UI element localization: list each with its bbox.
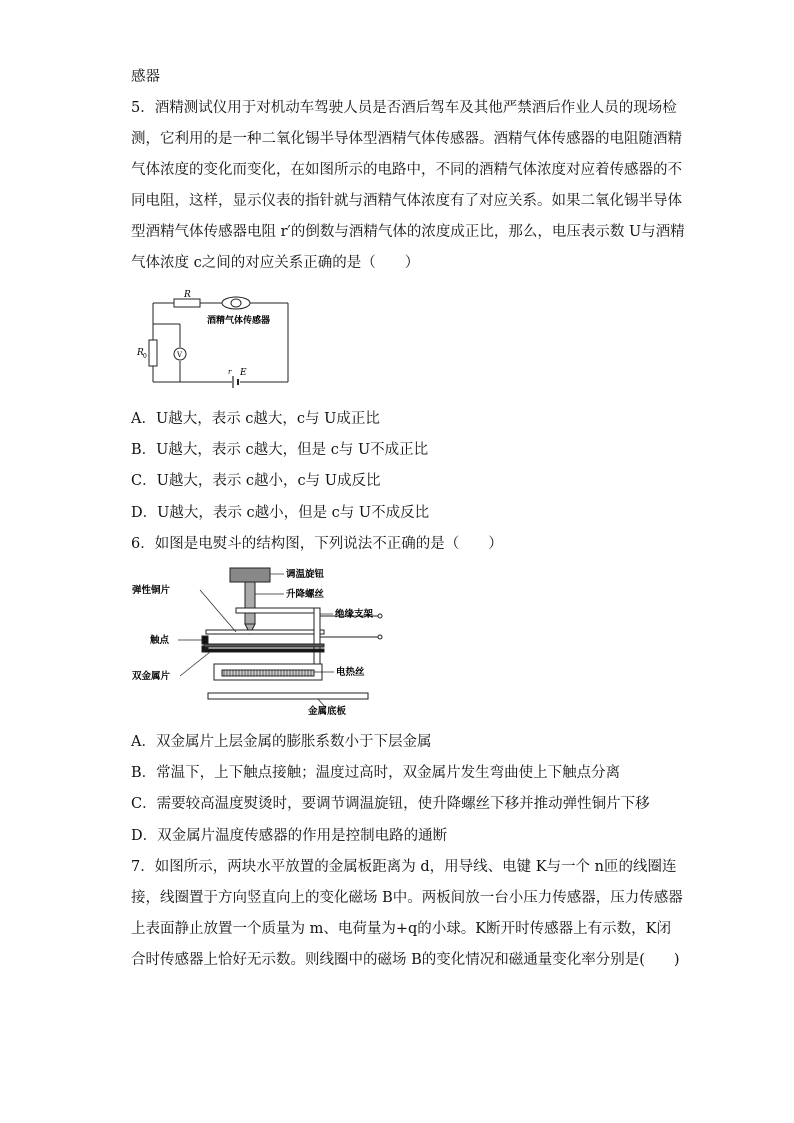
question-7-text: 7．如图所示，两块水平放置的金属板距离为 d，用导线、电键 K与一个 n匝的线圈连 [131, 859, 677, 875]
q6-option-b: B．常温下，上下触点接触；温度过高时，双金属片发生弯曲使上下触点分离 [131, 765, 621, 781]
text-line: 测，它利用的是一种二氧化锡半导体型酒精气体传感器。酒精气体传感器的电阻随酒精 [131, 131, 682, 147]
copper-sheet-label: 弹性铜片 [132, 585, 171, 596]
q6-option-c: C．需要较高温度熨烫时，要调节调温旋钮，使升降螺丝下移并推动弹性铜片下移 [131, 796, 650, 812]
resistor-r-label: R [184, 290, 191, 300]
screw-label: 升降螺丝 [286, 589, 325, 600]
voltmeter-label: V [177, 351, 183, 359]
q6-option-d: D．双金属片温度传感器的作用是控制电路的通断 [131, 828, 448, 844]
knob-label: 调温旋钮 [286, 569, 325, 580]
text-line: 气体浓度 c之间的对应关系正确的是（ ） [131, 255, 420, 271]
resistor-r0-label: R [137, 348, 144, 358]
sensor-label: 酒精气体传感器 [207, 316, 271, 326]
q5-option-a: A．U越大，表示 c越大，c与 U成正比 [131, 411, 380, 427]
text-line: 气体浓度的变化而变化，在如图所示的电路中，不同的酒精气体浓度对应着传感器的不 [131, 162, 682, 178]
internal-resistance-label: r [228, 368, 232, 376]
q5-option-d: D．U越大，表示 c越小，但是 c与 U不成反比 [131, 505, 430, 521]
q5-option-b: B．U越大，表示 c越大，但是 c与 U不成正比 [131, 442, 429, 458]
text-line: 接，线圈置于方向竖直向上的变化磁场 B中。两板间放一台小压力传感器，压力传感器 [131, 890, 683, 906]
text-line: 上表面静止放置一个质量为 m、电荷量为+q的小球。K断开时传感器上有示数，K闭 [131, 921, 671, 937]
text-line: 同电阻，这样，显示仪表的指针就与酒精气体浓度有了对应关系。如果二氧化锡半导体 [131, 193, 682, 209]
emf-label: E [240, 368, 247, 378]
circuit-diagram [136, 288, 296, 388]
bimetal-label: 双金属片 [132, 671, 171, 682]
text-line: 合时传感器上恰好无示数。则线圈中的磁场 B的变化情况和磁通量变化率分别是( ) [131, 952, 680, 968]
question-6-text: 6．如图是电熨斗的结构图，下列说法不正确的是（ ） [131, 536, 503, 552]
text-line: 感器 [131, 69, 160, 85]
resistor-r0-subscript: 0 [143, 353, 147, 360]
question-5-text: 5．酒精测试仪用于对机动车驾驶人员是否酒后驾车及其他严禁酒后作业人员的现场检 [131, 100, 677, 116]
base-plate-label: 金属底板 [308, 706, 347, 716]
heater-label: 电热丝 [336, 667, 365, 678]
q6-option-a: A．双金属片上层金属的膨胀系数小于下层金属 [131, 734, 432, 750]
support-label: 绝缘支架 [335, 609, 374, 620]
electric-iron-diagram [128, 564, 388, 716]
text-line: 型酒精气体传感器电阻 r′的倒数与酒精气体的浓度成正比，那么，电压表示数 U与酒精 [131, 224, 685, 240]
contact-label: 触点 [150, 635, 170, 646]
q5-option-c: C．U越大，表示 c越小，c与 U成反比 [131, 473, 381, 489]
